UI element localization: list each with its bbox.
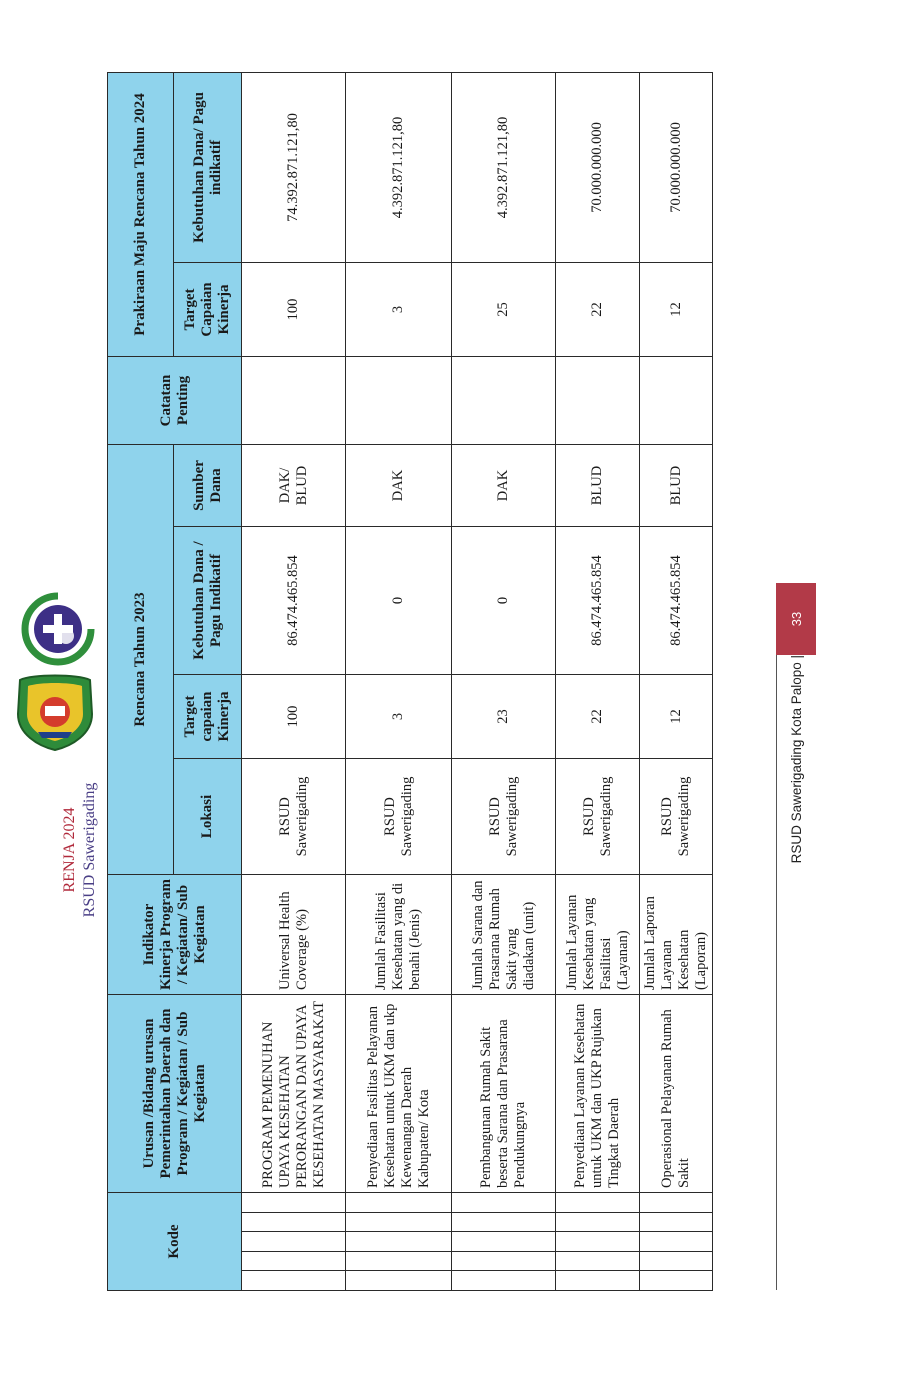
target-cell: 100 [242, 675, 346, 759]
catatan-cell [640, 356, 713, 444]
lokasi-cell: RSUD Sawerigading [242, 759, 346, 875]
target-cell: 3 [346, 675, 452, 759]
kebutuhan-2024-cell: 4.392.871.121,80 [452, 72, 556, 262]
urusan-cell: Penyediaan Fasilitas Pelayanan Kesehatan untuk UKM dan ukp Kewenangan Daerah Kabupaten/ Kota [346, 995, 452, 1193]
indikator-cell: Universal Health Coverage (%) [242, 875, 346, 995]
sumber-cell: DAK [346, 444, 452, 526]
header-kebutuhan-2024: Kebutuhan Dana/ Pagu indikatif [174, 72, 242, 262]
target-2024-cell: 25 [452, 262, 556, 356]
kebutuhan-cell: 86.474.465.854 [640, 527, 713, 675]
kebutuhan-cell: 0 [452, 527, 556, 675]
header-urusan: Urusan /Bidang urusan Pemerintahan Daerah dan Program / Kegiatan / Sub Kegiatan [108, 995, 242, 1193]
target-2024-cell: 100 [242, 262, 346, 356]
header-target: Target capaian Kinerja [174, 675, 242, 759]
kebutuhan-cell: 86.474.465.854 [242, 527, 346, 675]
catatan-cell [242, 356, 346, 444]
rsud-logo-icon [18, 590, 98, 668]
table-row [556, 72, 640, 1290]
kebutuhan-cell: 86.474.465.854 [556, 527, 640, 675]
kebutuhan-2024-cell: 70.000.000.000 [640, 72, 713, 262]
header-kode: Kode [108, 1193, 242, 1291]
header-lokasi: Lokasi [174, 759, 242, 875]
page-number-wrap [776, 583, 816, 655]
target-cell: 23 [452, 675, 556, 759]
lokasi-cell: RSUD Sawerigading [346, 759, 452, 875]
kebutuhan-2024-cell: 4.392.871.121,80 [346, 72, 452, 262]
sumber-cell: BLUD [640, 444, 713, 526]
header-indikator: Indikator Kinerja Program / Kegiatan/ Sub Kegiatan [108, 875, 242, 995]
indikator-cell: Jumlah Layanan Kesehatan yang Fasilitasi (Layanan) [556, 875, 640, 995]
target-cell: 12 [640, 675, 713, 759]
renja-table-container [107, 73, 709, 1291]
lokasi-cell: RSUD Sawerigading [556, 759, 640, 875]
kode-cell [556, 1193, 640, 1291]
kebutuhan-cell: 0 [346, 527, 452, 675]
kota-palopo-emblem-icon [12, 672, 98, 752]
footer [778, 655, 814, 895]
kode-cell [640, 1193, 713, 1291]
target-2024-cell: 12 [640, 262, 713, 356]
header-sumber: Sumber Dana [174, 444, 242, 526]
catatan-cell [452, 356, 556, 444]
urusan-cell: PROGRAM PEMENUHAN UPAYA KESEHATAN PERORANGAN DAN UPAYA KESEHATAN MASYARAKAT [242, 995, 346, 1193]
header-target-2024: Target Capaian Kinerja [174, 262, 242, 356]
header-kebutuhan: Kebutuhan Dana / Pagu Indikatif [174, 527, 242, 675]
footer-text: RSUD Sawerigading Kota Palopo | [788, 655, 804, 864]
table-row [640, 72, 713, 1290]
table-row [242, 72, 346, 1290]
document-header [60, 760, 102, 940]
kode-cell [452, 1193, 556, 1291]
header-title: RENJA 2024 [61, 807, 78, 893]
target-2024-cell: 22 [556, 262, 640, 356]
kebutuhan-2024-cell: 74.392.871.121,80 [242, 72, 346, 262]
target-2024-cell: 3 [346, 262, 452, 356]
lokasi-cell: RSUD Sawerigading [640, 759, 713, 875]
table-row [346, 72, 452, 1290]
target-cell: 22 [556, 675, 640, 759]
urusan-cell: Pembangunan Rumah Sakit beserta Sarana dan Prasarana Pendukungnya [452, 995, 556, 1193]
footer-divider [776, 650, 777, 1290]
kode-cell [346, 1193, 452, 1291]
urusan-cell: Penyediaan Layanan Kesehatan untuk UKM dan UKP Rujukan Tingkat Daerah [556, 995, 640, 1193]
indikator-cell: Jumlah Fasilitasi Kesehatan yang di benahi (Jenis) [346, 875, 452, 995]
indikator-cell: Jumlah Sarana dan Prasarana Rumah Sakit yang diadakan (unit) [452, 875, 556, 995]
catatan-cell [556, 356, 640, 444]
urusan-cell: Operasional Pelayanan Rumah Sakit [640, 995, 713, 1193]
catatan-cell [346, 356, 452, 444]
header-catatan: Catatan Penting [108, 356, 242, 444]
sumber-cell: DAK/ BLUD [242, 444, 346, 526]
sumber-cell: BLUD [556, 444, 640, 526]
kebutuhan-2024-cell: 70.000.000.000 [556, 72, 640, 262]
header-rencana-2023: Rencana Tahun 2023 [108, 444, 174, 874]
header-prakiraan-2024: Prakiraan Maju Rencana Tahun 2024 [108, 72, 174, 356]
header-subtitle: RSUD Sawerigading [81, 782, 98, 918]
lokasi-cell: RSUD Sawerigading [452, 759, 556, 875]
page-number: 33 [788, 611, 804, 627]
table-row [452, 72, 556, 1290]
indikator-cell: Jumlah Laporan Layanan Kesehatan (Laporan) [640, 875, 713, 995]
kode-cell [242, 1193, 346, 1291]
sumber-cell: DAK [452, 444, 556, 526]
renja-table [107, 72, 713, 1291]
